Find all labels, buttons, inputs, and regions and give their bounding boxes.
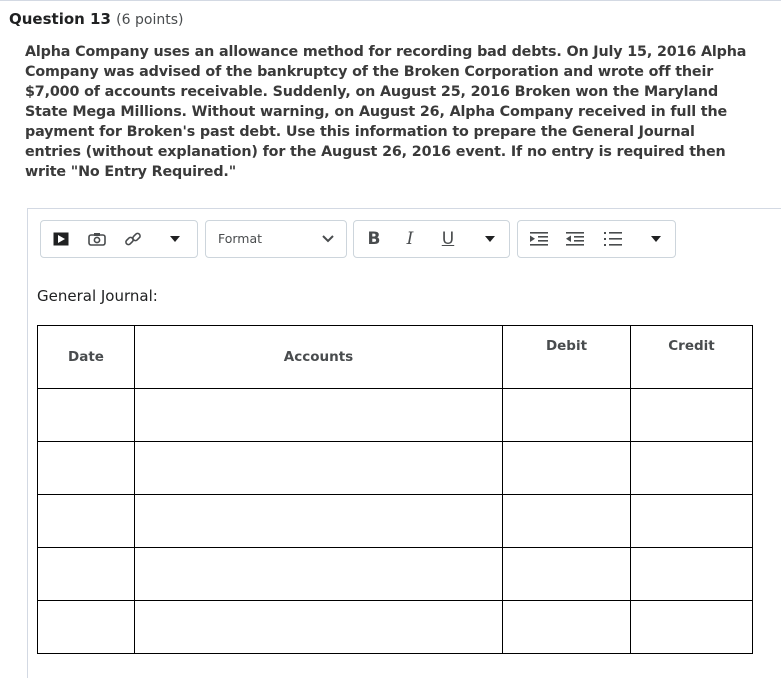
outdent-button[interactable] (562, 221, 588, 257)
insert-image-button[interactable] (85, 221, 109, 257)
debit-cell[interactable] (503, 442, 631, 495)
underline-button[interactable]: U (441, 229, 455, 249)
insert-link-button[interactable] (121, 221, 145, 257)
credit-cell[interactable] (631, 389, 753, 442)
question-text: Alpha Company uses an allowance method for recording bad debts. On July 15, 2016 Alpha Company was advised of the bankruptcy of the Broken Corporation and wrote off their $7,000 of accounts receivable. Suddenly, on August 25, 2016 Broken won the Maryland State Mega Millions. Without warning, on August 26, Alpha Company received in full the payment for Broken's past debt. Use this information to prepare the General Journal entries (without explanation) for the August 26, 2016 event. If no entry is required then write "No Entry Required." (25, 44, 747, 180)
text-style-toolbar-group (353, 220, 510, 258)
insert-toolbar-group (40, 220, 198, 258)
indent-icon (530, 231, 548, 247)
format-select-label: Format (218, 231, 263, 246)
paragraph-toolbar-group (517, 220, 676, 258)
accounts-cell[interactable] (135, 495, 503, 548)
link-icon (124, 230, 142, 248)
italic-button[interactable]: I (406, 229, 414, 249)
paragraph-more-dropdown[interactable] (644, 221, 668, 257)
date-cell[interactable] (38, 389, 135, 442)
table-row (38, 442, 753, 495)
journal-header-row (38, 326, 753, 389)
question-title (9, 10, 183, 28)
list-icon (604, 231, 622, 247)
table-row (38, 495, 753, 548)
credit-cell[interactable] (631, 548, 753, 601)
credit-cell[interactable] (631, 601, 753, 654)
outdent-icon (566, 231, 584, 247)
format-select-toggle[interactable] (318, 221, 338, 257)
table-row (38, 389, 753, 442)
dropdown-arrow-icon (170, 236, 180, 242)
accounts-column-header: Accounts (135, 326, 503, 389)
indent-button[interactable] (526, 221, 552, 257)
debit-column-header: Debit (503, 326, 631, 389)
general-journal-table (37, 325, 753, 654)
text-style-more-dropdown[interactable] (478, 221, 502, 257)
credit-cell[interactable] (631, 442, 753, 495)
date-cell[interactable] (38, 442, 135, 495)
video-icon (53, 232, 69, 246)
dropdown-arrow-icon (651, 236, 661, 242)
table-row (38, 601, 753, 654)
question-header (0, 0, 781, 36)
debit-cell[interactable] (503, 495, 631, 548)
date-cell[interactable] (38, 548, 135, 601)
bulleted-list-button[interactable] (600, 221, 626, 257)
chevron-down-icon (322, 235, 334, 243)
format-select[interactable] (205, 220, 347, 258)
debit-cell[interactable] (503, 548, 631, 601)
accounts-cell[interactable] (135, 601, 503, 654)
debit-cell[interactable] (503, 389, 631, 442)
debit-cell[interactable] (503, 601, 631, 654)
general-journal-label: General Journal: (37, 287, 158, 305)
date-column-header: Date (38, 326, 135, 389)
date-cell[interactable] (38, 495, 135, 548)
question-points: (6 points) (116, 12, 184, 28)
camera-icon (88, 232, 106, 246)
credit-cell[interactable] (631, 495, 753, 548)
table-row (38, 548, 753, 601)
date-cell[interactable] (38, 601, 135, 654)
dropdown-arrow-icon (485, 236, 495, 242)
insert-video-button[interactable] (49, 221, 73, 257)
accounts-cell[interactable] (135, 548, 503, 601)
insert-more-dropdown[interactable] (163, 221, 187, 257)
accounts-cell[interactable] (135, 389, 503, 442)
accounts-cell[interactable] (135, 442, 503, 495)
bold-button[interactable]: B (367, 229, 381, 249)
credit-column-header: Credit (631, 326, 753, 389)
question-number: Question 13 (9, 10, 111, 28)
